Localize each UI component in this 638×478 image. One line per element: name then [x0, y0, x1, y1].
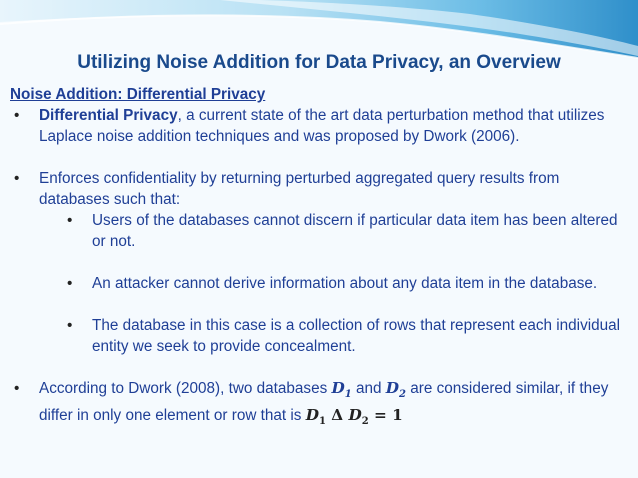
bullet-text: According to Dwork (2008), two databases [39, 380, 332, 397]
bullet-text: , a current state of the art data perturbation method that utilizes Laplace noise addition techniques and was proposed by Dwork (2006). [39, 107, 605, 145]
bullet-enforces-confidentiality [10, 168, 630, 210]
formula: $D_1$ Δ $D_2 = 1$ [305, 406, 403, 428]
sub-bullet-text: Users of the databases cannot discern if particular data item has been altered or not. [92, 212, 618, 250]
bullet-bold-lead: Differential Privacy [39, 107, 178, 124]
sub-bullet-attacker [10, 273, 630, 294]
slide-title: Utilizing Noise Addition for Data Privacy, an Overview [77, 52, 561, 73]
bullet-differential-privacy [10, 105, 630, 147]
bullet-icon: • [14, 107, 20, 124]
sub-bullet-database [10, 315, 630, 357]
bullet-icon: • [67, 317, 73, 334]
sub-bullet-text: The database in this case is a collection of rows that represent each individual entity we seek to provide concealment. [92, 317, 621, 355]
slide-body [10, 84, 630, 432]
bullet-text-and: and [351, 380, 386, 397]
math-d2: $D_2$ [385, 379, 406, 401]
bullet-dwork-2008 [10, 378, 630, 432]
sub-bullet-users [10, 210, 630, 252]
section-heading: Noise Addition: Differential Privacy [10, 86, 266, 103]
bullet-text: Enforces confidentiality by returning perturbed aggregated query results from databases such that: [39, 170, 560, 208]
bullet-icon: • [67, 275, 73, 292]
header-banner [0, 0, 638, 60]
bullet-icon: • [67, 212, 73, 229]
bullet-icon: • [14, 170, 20, 187]
bullet-icon: • [14, 380, 20, 397]
math-d1: $D_1$ [331, 379, 352, 401]
bullet-text-after: are considered similar, if they differ in only one element or row that is [39, 380, 609, 425]
sub-bullet-text: An attacker cannot derive information about any data item in the database. [92, 275, 598, 292]
